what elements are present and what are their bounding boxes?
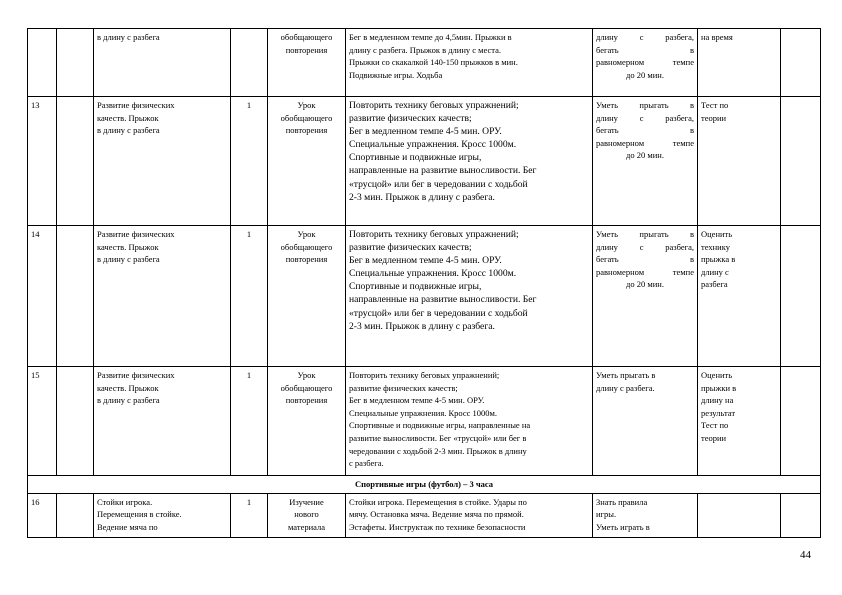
text-line: развитие выносливости. Бег «трусцой» или бег в <box>349 432 527 443</box>
text-line: бегать в <box>596 254 694 265</box>
text-line: Повторить технику беговых упражнений; <box>349 370 500 380</box>
lesson-number: 14 <box>28 226 57 367</box>
text-line: в длину с разбега <box>97 395 160 406</box>
lesson-control <box>698 226 781 367</box>
text-line: Тест по <box>701 420 729 431</box>
table-row <box>28 367 821 476</box>
empty-cell <box>781 97 821 226</box>
table-row <box>28 29 821 97</box>
text-line: Развитие физических <box>97 370 175 380</box>
text-line: качеств. Прыжок <box>97 112 159 123</box>
lesson-topic <box>94 226 231 367</box>
text-line: материала <box>287 521 326 532</box>
text-line: Оценить <box>701 370 733 380</box>
text-line: повторения <box>285 254 328 265</box>
text-line: Урок <box>297 100 316 110</box>
text-line: Эстафеты. Инструктаж по технике безопасности <box>349 521 526 532</box>
text-line: Специальные упражнения. Кросс 1000м. <box>349 139 517 151</box>
empty-cell <box>781 493 821 537</box>
text-line: Тест по <box>701 100 729 110</box>
text-line: Перемещения в стойке. <box>97 509 182 520</box>
lesson-topic <box>94 367 231 476</box>
text-line: Уметь прыгать в <box>596 100 694 110</box>
text-line: направленные на развитие выносливости. Бег <box>349 294 537 306</box>
lesson-type <box>268 226 346 367</box>
empty-cell <box>57 493 94 537</box>
text-line: прыжка в <box>701 254 736 265</box>
lesson-content <box>346 29 593 97</box>
hours-count: 1 <box>231 367 268 476</box>
text-line: Спортивные и подвижные игры, <box>349 152 482 164</box>
hours-count <box>231 29 268 97</box>
page-number: 44 <box>800 549 811 561</box>
text-line: 2-3 мин. Прыжок в длину с разбега. <box>349 320 495 332</box>
hours-count: 1 <box>231 97 268 226</box>
text-line: развитие физических качеств; <box>349 382 458 393</box>
text-line: Стойки игрока. Перемещения в стойке. Удары по <box>349 496 527 507</box>
text-line: Урок <box>297 229 316 239</box>
lesson-requirements <box>593 29 698 97</box>
text-line: бегать в <box>596 44 694 55</box>
text-line: равномерном темпе <box>596 137 694 148</box>
text-line: обобщающего <box>280 32 333 42</box>
text-line: до 20 мин. <box>626 69 664 80</box>
lesson-number: 15 <box>28 367 57 476</box>
text-line: с разбега. <box>349 458 384 469</box>
text-line: в длину с разбега <box>97 32 160 42</box>
text-line: развитие физических качеств; <box>349 113 472 125</box>
text-line: Ведение мяча по <box>97 521 158 532</box>
text-line: Специальные упражнения. Кросс 1000м. <box>349 407 498 418</box>
lesson-type <box>268 367 346 476</box>
text-line: 2-3 мин. Прыжок в длину с разбега. <box>349 191 495 203</box>
lesson-topic <box>94 29 231 97</box>
lesson-content <box>346 493 593 537</box>
lesson-requirements <box>593 226 698 367</box>
text-line: повторения <box>285 44 328 55</box>
text-line: длину с разбега. <box>596 382 655 393</box>
section-title: Спортивные игры (футбол) – 3 часа <box>28 476 821 494</box>
text-line: Знать правила <box>596 496 648 507</box>
text-line: на время <box>701 32 733 42</box>
lesson-number: 13 <box>28 97 57 226</box>
text-line: в длину с разбега <box>97 125 160 136</box>
table-row <box>28 97 821 226</box>
text-line: бегать в <box>596 125 694 136</box>
text-line: теории <box>701 432 727 443</box>
text-line: Изучение <box>289 496 324 507</box>
text-line: технику <box>701 241 730 252</box>
text-line: Повторить технику беговых упражнений; <box>349 229 519 240</box>
lesson-control <box>698 493 781 537</box>
empty-cell <box>57 367 94 476</box>
text-line: Бег в медленном темпе до 4,5мин. Прыжки в <box>349 32 512 42</box>
text-line: длину на <box>701 395 734 406</box>
text-line: повторения <box>285 125 328 136</box>
hours-count: 1 <box>231 493 268 537</box>
lesson-control <box>698 97 781 226</box>
text-line: мячу. Остановка мяча. Ведение мяча по прямой. <box>349 509 524 520</box>
text-line: нового <box>294 509 319 520</box>
lesson-type <box>268 97 346 226</box>
text-line: разбега <box>701 279 728 290</box>
hours-count: 1 <box>231 226 268 367</box>
text-line: Оценить <box>701 229 733 239</box>
text-line: Бег в медленном темпе 4-5 мин. ОРУ. <box>349 126 502 138</box>
lesson-type <box>268 493 346 537</box>
text-line: Спортивные и подвижные игры, <box>349 281 482 293</box>
empty-cell <box>781 29 821 97</box>
text-line: Развитие физических <box>97 100 175 110</box>
lesson-control <box>698 29 781 97</box>
text-line: длину с <box>701 266 729 277</box>
text-line: Уметь прыгать в <box>596 370 656 380</box>
text-line: до 20 мин. <box>626 150 664 161</box>
text-line: обобщающего <box>280 382 333 393</box>
empty-cell <box>57 226 94 367</box>
text-line: Уметь прыгать в <box>596 229 694 239</box>
text-line: равномерном темпе <box>596 266 694 277</box>
text-line: «трусцой» или бег в чередовании с ходьбой <box>349 178 528 190</box>
lesson-content <box>346 97 593 226</box>
text-line: Повторить технику беговых упражнений; <box>349 100 519 111</box>
empty-cell <box>57 29 94 97</box>
text-line: равномерном темпе <box>596 57 694 68</box>
text-line: длину с разбега. Прыжок в длину с места. <box>349 44 502 55</box>
text-line: Бег в медленном темпе 4-5 мин. ОРУ. <box>349 395 485 406</box>
lesson-topic <box>94 493 231 537</box>
text-line: качеств. Прыжок <box>97 382 159 393</box>
text-line: игры. <box>596 509 617 520</box>
text-line: качеств. Прыжок <box>97 241 159 252</box>
table-row <box>28 226 821 367</box>
lesson-content <box>346 367 593 476</box>
lesson-topic <box>94 97 231 226</box>
lesson-number <box>28 29 57 97</box>
text-line: обобщающего <box>280 112 333 123</box>
lesson-content <box>346 226 593 367</box>
text-line: Урок <box>297 370 316 380</box>
text-line: теории <box>701 112 727 123</box>
text-line: повторения <box>285 395 328 406</box>
empty-cell <box>781 367 821 476</box>
text-line: до 20 мин. <box>626 279 664 290</box>
lesson-requirements <box>593 493 698 537</box>
text-line: «трусцой» или бег в чередовании с ходьбой <box>349 307 528 319</box>
text-line: Уметь играть в <box>596 521 650 532</box>
text-line: Спортивные и подвижные игры, направленные на <box>349 420 531 431</box>
lesson-number: 16 <box>28 493 57 537</box>
text-line: чередовании с ходьбой 2-3 мин. Прыжок в длину <box>349 445 527 456</box>
empty-cell <box>781 226 821 367</box>
lesson-plan-table <box>27 28 821 538</box>
text-line: прыжки в <box>701 382 737 393</box>
text-line: Развитие физических <box>97 229 175 239</box>
lesson-type <box>268 29 346 97</box>
table-row <box>28 493 821 537</box>
text-line: Подвижные игры. Ходьба <box>349 69 443 80</box>
lesson-requirements <box>593 367 698 476</box>
text-line: направленные на развитие выносливости. Бег <box>349 165 537 177</box>
text-line: Прыжки со скакалкой 140-150 прыжков в мин. <box>349 57 518 68</box>
text-line: Специальные упражнения. Кросс 1000м. <box>349 268 517 280</box>
text-line: обобщающего <box>280 241 333 252</box>
text-line: в длину с разбега <box>97 254 160 265</box>
text-line: развитие физических качеств; <box>349 242 472 254</box>
text-line: результат <box>701 407 736 418</box>
text-line: длину с разбега, <box>596 112 694 123</box>
text-line: длину с разбега, <box>596 32 694 42</box>
text-line: Стойки игрока. <box>97 496 153 507</box>
lesson-control <box>698 367 781 476</box>
text-line: длину с разбега, <box>596 241 694 252</box>
lesson-requirements <box>593 97 698 226</box>
empty-cell <box>57 97 94 226</box>
text-line: Бег в медленном темпе 4-5 мин. ОРУ. <box>349 255 502 267</box>
section-header-row <box>28 476 821 494</box>
